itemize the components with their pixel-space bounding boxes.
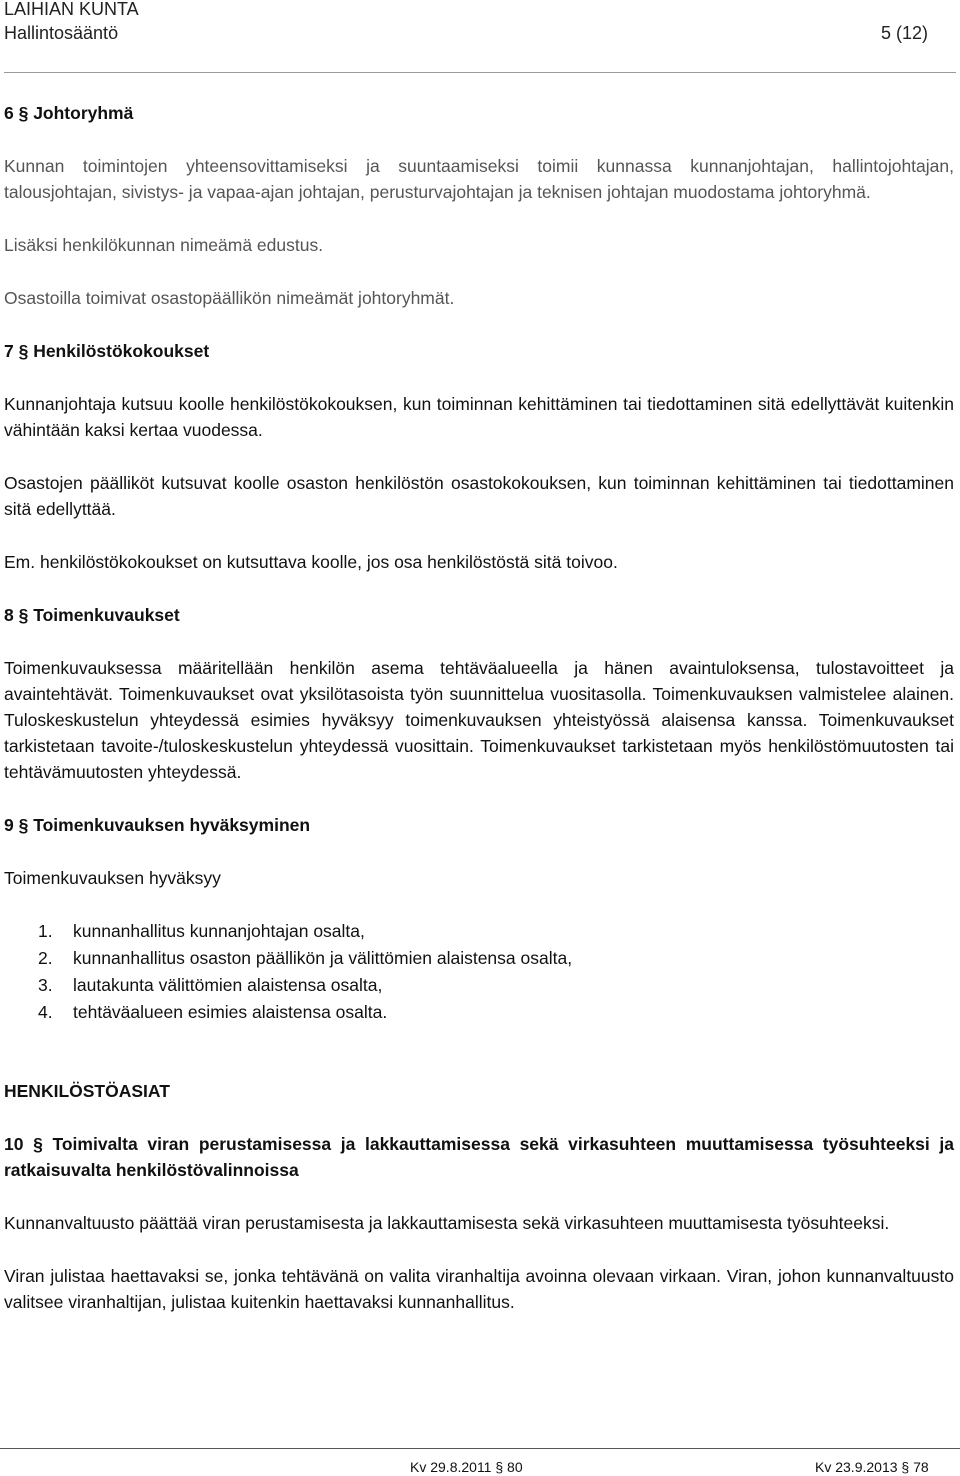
footer-reference-1: Kv 29.8.2011 § 80	[410, 1459, 523, 1475]
section-6-paragraph-2: Lisäksi henkilökunnan nimeämä edustus.	[4, 235, 324, 255]
document-body	[4, 100, 954, 1315]
page-header	[4, 0, 956, 46]
section-6-heading: 6 § Johtoryhmä	[4, 103, 134, 123]
section-7-paragraph-3: Em. henkilöstökokoukset on kutsuttava koolle, jos osa henkilöstöstä sitä toivoo.	[4, 552, 618, 572]
section-8-paragraph-1: Toimenkuvauksessa määritellään henkilön asema tehtäväalueella ja hänen avaintuloksensa, tulostavoitteet ja avaintehtävät. Toimenkuvaukset ovat yksilötasoista työn suunnittelua vuositasolla. Toimenkuvauksen valmistelee alainen. Tuloskeskustelun yhteydessä esimies hyväksyy toimenkuvauksen yhteistyössä alaisensa kanssa. Toimenkuvaukset tarkistetaan tavoite-/tuloskeskustelun yhteydessä vuosittain. Toimenkuvaukset tarkistetaan myös henkilöstömuutosten tai tehtävämuutosten yhteydessä.	[4, 658, 954, 782]
list-item: 3. lautakunta välittömien alaistensa osalta,	[38, 975, 383, 995]
list-item: 2. kunnanhallitus osaston päällikön ja välittömien alaistensa osalta,	[38, 948, 573, 968]
section-9-heading: 9 § Toimenkuvauksen hyväksyminen	[4, 815, 311, 835]
henkilostoasiat-heading: HENKILÖSTÖASIAT	[4, 1081, 170, 1101]
section-7-heading: 7 § Henkilöstökokoukset	[4, 341, 210, 361]
approval-list	[4, 918, 954, 1026]
section-10-paragraph-1: Kunnanvaltuusto päättää viran perustamisesta ja lakkauttamisesta sekä virkasuhteen muuttamisesta työsuhteeksi.	[4, 1213, 890, 1233]
section-7-paragraph-2: Osastojen päälliköt kutsuvat koolle osaston henkilöstön osastokokouksen, kun toiminnan kehittäminen tai tiedottaminen sitä edellyttää.	[4, 473, 954, 519]
section-6-paragraph-3: Osastoilla toimivat osastopäällikön nimeämät johtoryhmät.	[4, 288, 455, 308]
page-number: 5 (12)	[880, 23, 928, 43]
page-footer	[0, 1448, 960, 1476]
section-10-paragraph-2: Viran julistaa haettavaksi se, jonka tehtävänä on valita viranhaltija avoinna olevaan virkaan. Viran, johon kunnanvaltuusto valitsee viranhaltijan, julistaa kuitenkin haettavaksi kunnanhallitus.	[4, 1266, 954, 1312]
document-title: Hallintosääntö	[4, 23, 119, 43]
section-9-intro: Toimenkuvauksen hyväksyy	[4, 868, 221, 888]
header-divider	[4, 72, 956, 73]
section-10-heading: 10 § Toimivalta viran perustamisessa ja lakkauttamisessa sekä virkasuhteen muuttamisessa työsuhteeksi ja ratkaisuvalta henkilöstövalinnoissa	[4, 1134, 954, 1180]
section-8-heading: 8 § Toimenkuvaukset	[4, 605, 180, 625]
list-item: 4. tehtäväalueen esimies alaistensa osalta.	[38, 1002, 388, 1022]
section-7-paragraph-1: Kunnanjohtaja kutsuu koolle henkilöstökokouksen, kun toiminnan kehittäminen tai tiedottaminen sitä edellyttävät kuitenkin vähintään kaksi kertaa vuodessa.	[4, 394, 954, 440]
list-item: 1. kunnanhallitus kunnanjohtajan osalta,	[38, 921, 365, 941]
organization-name: LAIHIAN KUNTA	[4, 0, 139, 19]
footer-reference-2: Kv 23.9.2013 § 78	[815, 1459, 929, 1475]
section-6-paragraph-1: Kunnan toimintojen yhteensovittamiseksi ja suuntaamiseksi toimii kunnassa kunnanjohtajan, hallintojohtajan, talousjohtajan, sivistys- ja vapaa-ajan johtajan, perusturvajohtajan ja teknisen johtajan muodostama johtoryhmä.	[4, 156, 954, 202]
